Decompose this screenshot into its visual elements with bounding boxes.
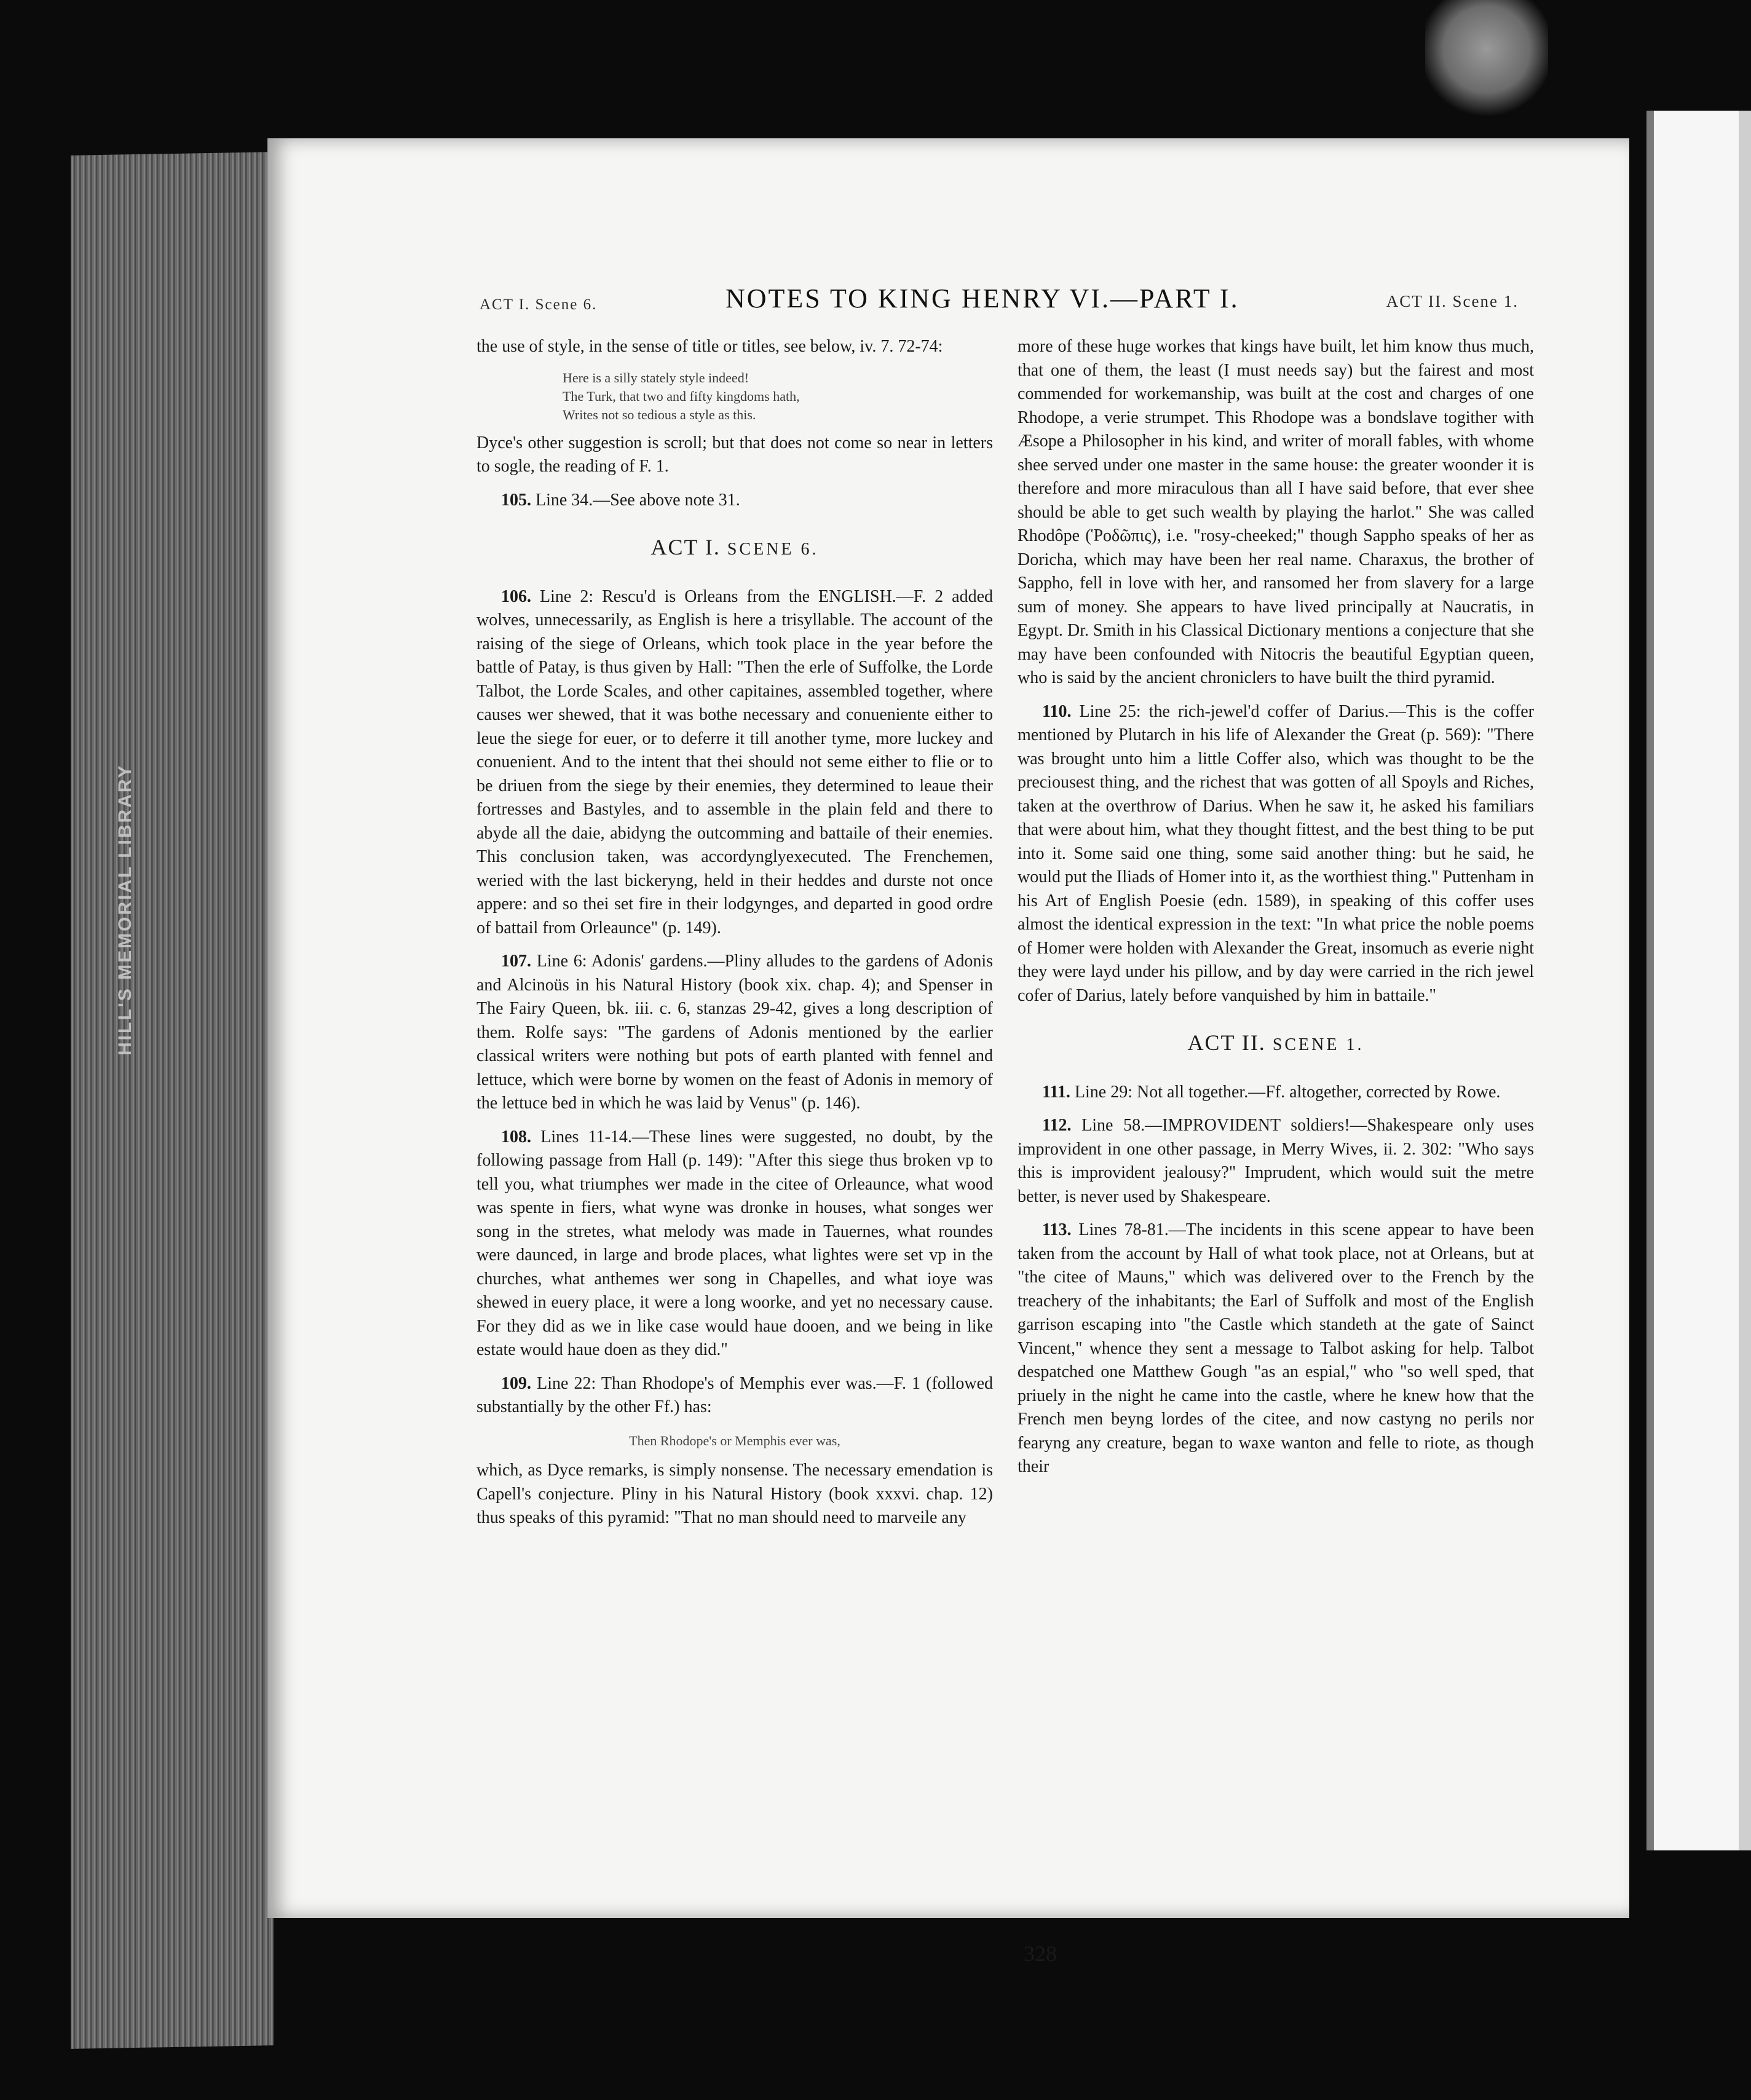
note-109 (476, 1372, 993, 1419)
torn-paper-fragment (1425, 0, 1548, 123)
scene-heading (1018, 1031, 1534, 1057)
note-number: 112. (1042, 1116, 1072, 1135)
note-number: 105. (501, 490, 531, 510)
verse-quotation (476, 369, 993, 424)
verse-line: Here is a silly stately style indeed! (563, 369, 749, 385)
right-column (1018, 335, 1534, 1489)
note-text: Lines 11-14.—These lines were suggested, no doubt, by the following passage from Hall (p. 149): "After this siege thus broken vp to tell you, what triumphes wer made in the citee of Orleaunce, what wood was spente in fiers, what wyne was dronke in houses, what songes wer song in the stretes, what melody was made in Tauernes, what roundes were daunced, in large and brode places, what lightes were set vp in the churches, what anthemes wer song in Chapelles, and what ioye was shewed in euery place, it were a long woorke, and yet no necessary cause. For they did as we in like case would haue dooen, and we being in like estate would haue doen as they did." (476, 1127, 993, 1359)
note-105 (476, 489, 993, 513)
note-text: Line 58.—IMPROVIDENT soldiers!—Shakespeare only uses improvident in one other passage, in Merry Wives, ii. 2. 302: "Who says this is improvident jealousy?" Imprudent, which would suit the metre better, is never used by Shakespeare. (1018, 1116, 1535, 1206)
scene-heading-scene: SCENE 1. (1272, 1035, 1364, 1054)
note-110 (1018, 700, 1534, 1008)
note-number: 113. (1042, 1220, 1072, 1239)
note-number: 110. (1042, 701, 1072, 721)
verse-quotation: Then Rhodope's or Memphis ever was, (629, 1432, 840, 1448)
scene-heading-act: ACT I. (650, 535, 721, 559)
note-text: Line 22: Than Rhodope's of Memphis ever was.—F. 1 (followed substantially by the other Ff.) has: (476, 1373, 993, 1416)
adjacent-page-edge (1646, 111, 1751, 1850)
note-text: Lines 78-81.—The incidents in this scene appear to have been taken from the account by Hall of what took place, not at Orleans, but at "the citee of Mauns," which was delivered over to the French by the treachery of the inhabitants; the Earl of Suffolk and most of the English garrison escaping into "the Castle which standeth at the gate of Sainct Vincent," whence they sent a message to Talbot asking for help. Talbot despatched one Matthew Gough "as an espial," who "so well sped, that priuely in the night he came into the castle, where he knew how that the French men beyng lordes of the citee, and now castyng no perils nor fearyng any creature, began to waxe wanton and felle to riote, as though their (1018, 1220, 1534, 1476)
verse-line: Writes not so tedious a style as this. (563, 406, 756, 422)
left-column (476, 335, 993, 1540)
running-head-left: ACT I. Scene 6. (480, 296, 598, 313)
note-108 (476, 1126, 993, 1362)
continued-paragraph: more of these huge workes that kings have built, let him know thus much, that one of them, the least (I must needs say) but the fairest and most commended for workemanship, was built at the cost and charges of one Rhodope, a verie strumpet. This Rhodope was a bondslave togither with Æsope a Philosopher in his kind, and writer of morall fables, with whome shee served under one master in the same house: the greater woonder it is therefore and more miraculous than all I have said before, that ever shee should be able to get such wealth by playing the harlot." She was called Rhodôpe (Ῥοδῶπις), i.e. "rosy-cheeked;" though Sappho speaks of her as Doricha, which may have been her real name. Charaxus, the brother of Sappho, fell in love with her, and ransomed her from slavery for a large sum of money. She appears to have lived principally at Naucratis, in Egypt. Dr. Smith in his Classical Dictionary mentions a conjecture that she may have been confounded with Nitocris the beautiful Egyptian queen, who is said by the ancient chroniclers to have built the third pyramid. (1018, 337, 1534, 687)
note-text: Line 25: the rich-jewel'd coffer of Darius.—This is the coffer mentioned by Plutarch in his life of Alexander the Great (p. 569): "There was brought unto him a little Coffer also, which was thought to be the preciousest thing, and the richest that was gotten of all Spoyls and Riches, taken at the overthrow of Darius. When he saw it, he asked his familiars that were about him, what they thought fittest, and the best thing to be put into it. Some said one thing, some said another thing: but he said, he would put the Iliads of Homer into it, as the worthiest thing." Puttenham in his Art of English Poesie (edn. 1589), in speaking of this coffer uses almost the identical expression in the text: "In what price the noble poems of Homer were holden with Alexander the Great, insomuch as everie night they were layd under his pillow, and by day were carried in the rich jewel cofer of Darius, lately before vanquished by him in battaile." (1018, 701, 1534, 1005)
book-page (267, 138, 1629, 1966)
running-head-right: ACT II. Scene 1. (1386, 292, 1519, 310)
paragraph: which, as Dyce remarks, is simply nonsense. The necessary emendation is Capell's conjecture. Pliny in his Natural History (book xxxvi. chap. 12) thus speaks of this pyramid: "That no man should need to marveile any (476, 1461, 993, 1527)
note-text: Line 6: Adonis' gardens.—Pliny alludes to the gardens of Adonis and Alcinoüs in his Natural History (book xix. chap. 4); and Spenser in The Fairy Queen, bk. iii. c. 6, stanzas 29-42, gives a long description of them. Rolfe says: "The gardens of Adonis mentioned by the earlier classical writers were nothing but pots of earth planted with fennel and lettuce, which were borne by women on the feast of Adonis in memory of the lettuce bed in which he was laid by Venus" (p. 146). (476, 952, 994, 1113)
running-head-title: NOTES TO KING HENRY VI.—PART I. (725, 283, 1239, 314)
verse-line: The Turk, that two and fifty kingdoms hath, (563, 388, 800, 404)
continued-paragraph: the use of style, in the sense of title or titles, see below, iv. 7. 72-74: (476, 337, 943, 356)
note-number: 106. (501, 586, 531, 606)
note-112 (1018, 1114, 1534, 1209)
note-number: 111. (1042, 1082, 1070, 1102)
note-111 (1018, 1081, 1534, 1105)
page-number: 328 (1024, 1941, 1057, 1966)
book-page-edges (71, 152, 274, 2049)
note-number: 109. (501, 1373, 531, 1393)
note-107 (476, 950, 993, 1116)
note-text: Line 34.—See above note 31. (536, 490, 740, 510)
paragraph: Dyce's other suggestion is scroll; but that does not come so near in letters to sogle, the reading of F. 1. (476, 433, 993, 476)
scene-heading-scene: SCENE 6. (727, 540, 819, 559)
note-113 (1018, 1218, 1534, 1479)
running-head (480, 283, 1519, 320)
scene-heading (476, 535, 993, 562)
note-number: 107. (501, 952, 531, 971)
note-number: 108. (501, 1127, 531, 1147)
note-106 (476, 585, 993, 941)
scene-heading-act: ACT II. (1187, 1030, 1266, 1055)
spine-label: HILL'S MEMORIAL LIBRARY (115, 764, 135, 1056)
note-text: Line 2: Rescu'd is Orleans from the ENGLISH.—F. 2 added wolves, unnecessarily, as English is here a trisyllable. The account of the raising of the siege of Orleans, which took place in the year before the battle of Patay, is thus given by Hall: "Then the erle of Suffolke, the Lorde Talbot, the Lorde Scales, and other capitaines, assembled together, where causes wer shewed, that it was bothe necessary and conueniente either to leue the siege for euer, or to deferre it till another tyme, more luckey and conuenient. And to the intent that thei should not seme either to flie or to be driuen from the siege by their enemies, they determined to leaue their fortresses and Bastyles, and to assemble in the plain feld and there to abyde all the daie, abidyng the outcomming and battaile of their enemies. This conclusion taken, was accordynglyexecuted. The Frenchemen, weried with the last bickeryng, held in their heddes and durste not once appere: and so thei set fire in their lodgynges, and departed in good ordre of battail from Orleaunce" (p. 149). (476, 586, 994, 938)
note-text: Line 29: Not all together.—Ff. altogether, corrected by Rowe. (1074, 1082, 1501, 1102)
